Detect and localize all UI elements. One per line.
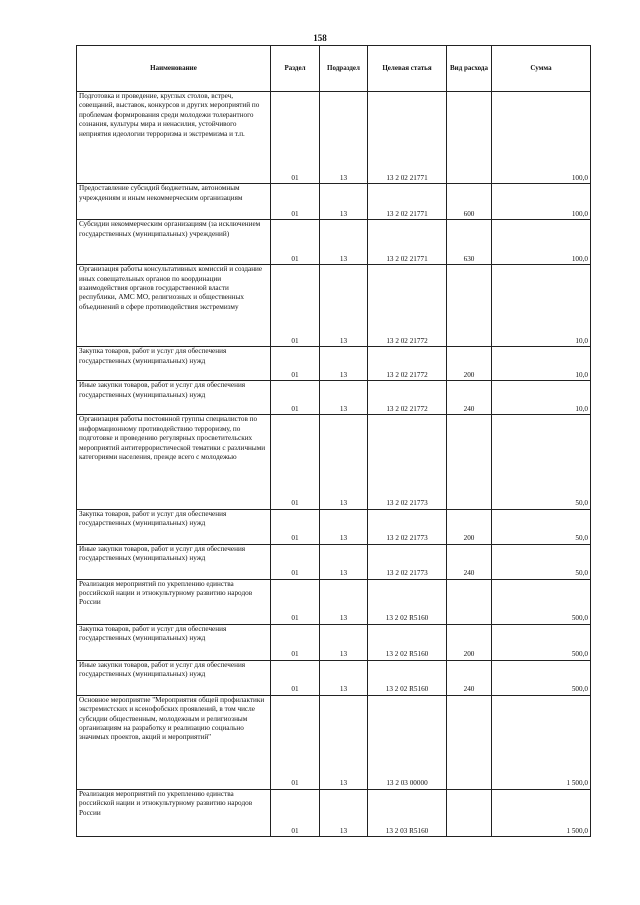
row-name: Иные закупки товаров, работ и услуг для обеспечения государственных (муниципальных) нужд bbox=[77, 381, 271, 415]
header-expense-type: Вид расхода bbox=[447, 46, 492, 92]
table-row bbox=[77, 415, 591, 509]
row-subsection: 13 bbox=[320, 660, 368, 695]
row-target: 13 2 02 21771 bbox=[368, 220, 447, 265]
row-expense-type: 200 bbox=[447, 509, 492, 544]
row-subsection: 13 bbox=[320, 695, 368, 789]
row-subsection: 13 bbox=[320, 184, 368, 220]
row-section: 01 bbox=[271, 265, 320, 347]
row-target: 13 2 02 21772 bbox=[368, 265, 447, 347]
row-section: 01 bbox=[271, 347, 320, 381]
table-row bbox=[77, 509, 591, 544]
budget-table bbox=[76, 45, 591, 837]
row-name: Предоставление субсидий бюджетным, автономным учреждениям и иным некоммерческим организациям bbox=[77, 184, 271, 220]
table-row bbox=[77, 695, 591, 789]
row-expense-type: 200 bbox=[447, 624, 492, 660]
row-subsection: 13 bbox=[320, 544, 368, 579]
row-subsection: 13 bbox=[320, 624, 368, 660]
row-expense-type: 630 bbox=[447, 220, 492, 265]
row-subsection: 13 bbox=[320, 92, 368, 184]
row-target: 13 2 02 21772 bbox=[368, 381, 447, 415]
row-subsection: 13 bbox=[320, 347, 368, 381]
row-amount: 10,0 bbox=[492, 381, 591, 415]
table-row bbox=[77, 579, 591, 624]
table-row bbox=[77, 789, 591, 836]
row-name: Подготовка и проведение, круглых столов, встреч, совещаний, выставок, конкурсов и других мероприятий по проблемам формирования среди молодежи толерантного сознания, культуры мира и ненасилия, устойчивого неприятия идеологии терроризма и экстремизма и т.п. bbox=[77, 92, 271, 184]
row-section: 01 bbox=[271, 92, 320, 184]
row-subsection: 13 bbox=[320, 789, 368, 836]
row-section: 01 bbox=[271, 381, 320, 415]
table-row bbox=[77, 624, 591, 660]
table-row bbox=[77, 184, 591, 220]
row-amount: 10,0 bbox=[492, 347, 591, 381]
row-amount: 500,0 bbox=[492, 579, 591, 624]
row-amount: 100,0 bbox=[492, 220, 591, 265]
row-expense-type: 240 bbox=[447, 381, 492, 415]
row-name: Реализация мероприятий по укреплению единства российской нации и этнокультурному развитию народов России bbox=[77, 579, 271, 624]
row-expense-type: 240 bbox=[447, 544, 492, 579]
row-amount: 500,0 bbox=[492, 660, 591, 695]
row-amount: 50,0 bbox=[492, 415, 591, 509]
row-amount: 10,0 bbox=[492, 265, 591, 347]
row-amount: 100,0 bbox=[492, 92, 591, 184]
row-expense-type bbox=[447, 789, 492, 836]
row-subsection: 13 bbox=[320, 220, 368, 265]
table-row bbox=[77, 347, 591, 381]
row-target: 13 2 02 21773 bbox=[368, 509, 447, 544]
row-target: 13 2 02 R5160 bbox=[368, 624, 447, 660]
row-section: 01 bbox=[271, 660, 320, 695]
header-amount: Сумма bbox=[492, 46, 591, 92]
row-expense-type bbox=[447, 695, 492, 789]
row-target: 13 2 02 21773 bbox=[368, 544, 447, 579]
table-row bbox=[77, 544, 591, 579]
row-expense-type: 240 bbox=[447, 660, 492, 695]
row-section: 01 bbox=[271, 415, 320, 509]
table-row bbox=[77, 381, 591, 415]
row-subsection: 13 bbox=[320, 265, 368, 347]
row-name: Организация работы постоянной группы специалистов по информационному противодействию терроризму, по подготовке и проведению регулярных просветительских мероприятий антитеррористической тематики с различными категориями населения, прежде всего с молодежью bbox=[77, 415, 271, 509]
header-section: Раздел bbox=[271, 46, 320, 92]
row-expense-type bbox=[447, 92, 492, 184]
table-row bbox=[77, 660, 591, 695]
header-row bbox=[77, 46, 591, 92]
row-target: 13 2 03 00000 bbox=[368, 695, 447, 789]
row-section: 01 bbox=[271, 789, 320, 836]
page-number: 158 bbox=[313, 33, 327, 43]
row-name: Закупка товаров, работ и услуг для обеспечения государственных (муниципальных) нужд bbox=[77, 624, 271, 660]
row-target: 13 2 02 21772 bbox=[368, 347, 447, 381]
row-section: 01 bbox=[271, 695, 320, 789]
table-row bbox=[77, 92, 591, 184]
row-subsection: 13 bbox=[320, 579, 368, 624]
header-target-article: Целевая статья bbox=[368, 46, 447, 92]
row-target: 13 2 03 R5160 bbox=[368, 789, 447, 836]
row-name: Иные закупки товаров, работ и услуг для обеспечения государственных (муниципальных) нужд bbox=[77, 544, 271, 579]
row-target: 13 2 02 21773 bbox=[368, 415, 447, 509]
row-section: 01 bbox=[271, 184, 320, 220]
row-section: 01 bbox=[271, 624, 320, 660]
row-expense-type bbox=[447, 415, 492, 509]
row-name: Закупка товаров, работ и услуг для обеспечения государственных (муниципальных) нужд bbox=[77, 347, 271, 381]
row-subsection: 13 bbox=[320, 415, 368, 509]
row-section: 01 bbox=[271, 220, 320, 265]
row-amount: 50,0 bbox=[492, 544, 591, 579]
row-target: 13 2 02 R5160 bbox=[368, 579, 447, 624]
row-amount: 500,0 bbox=[492, 624, 591, 660]
row-target: 13 2 02 R5160 bbox=[368, 660, 447, 695]
row-section: 01 bbox=[271, 509, 320, 544]
row-expense-type: 200 bbox=[447, 347, 492, 381]
table-row bbox=[77, 265, 591, 347]
row-name: Закупка товаров, работ и услуг для обеспечения государственных (муниципальных) нужд bbox=[77, 509, 271, 544]
row-expense-type bbox=[447, 579, 492, 624]
row-expense-type bbox=[447, 265, 492, 347]
row-name: Иные закупки товаров, работ и услуг для обеспечения государственных (муниципальных) нужд bbox=[77, 660, 271, 695]
row-target: 13 2 02 21771 bbox=[368, 184, 447, 220]
header-name: Наименование bbox=[77, 46, 271, 92]
row-subsection: 13 bbox=[320, 381, 368, 415]
row-name: Основное мероприятие "Мероприятия общей профилактики экстремистских и ксенофобских проявлений, в том числе субсидии общественным, молодежным и религиозным организациям на разработку и реализацию социально значимых проектов, акций и мероприятий" bbox=[77, 695, 271, 789]
table-row bbox=[77, 220, 591, 265]
header-subsection: Подраздел bbox=[320, 46, 368, 92]
row-subsection: 13 bbox=[320, 509, 368, 544]
row-section: 01 bbox=[271, 544, 320, 579]
row-amount: 100,0 bbox=[492, 184, 591, 220]
row-amount: 1 500,0 bbox=[492, 695, 591, 789]
row-name: Субсидии некоммерческим организациям (за исключением государственных (муниципальных) учреждений) bbox=[77, 220, 271, 265]
row-name: Реализация мероприятий по укреплению единства российской нации и этнокультурному развитию народов России bbox=[77, 789, 271, 836]
row-target: 13 2 02 21771 bbox=[368, 92, 447, 184]
row-section: 01 bbox=[271, 579, 320, 624]
row-expense-type: 600 bbox=[447, 184, 492, 220]
row-amount: 1 500,0 bbox=[492, 789, 591, 836]
row-amount: 50,0 bbox=[492, 509, 591, 544]
row-name: Организация работы консультативных комиссий и создание иных совещательных органов по координации взаимодействия органов государственной власти республики, АМС МО, религиозных и общественных объединений в сфере противодействия экстремизму bbox=[77, 265, 271, 347]
